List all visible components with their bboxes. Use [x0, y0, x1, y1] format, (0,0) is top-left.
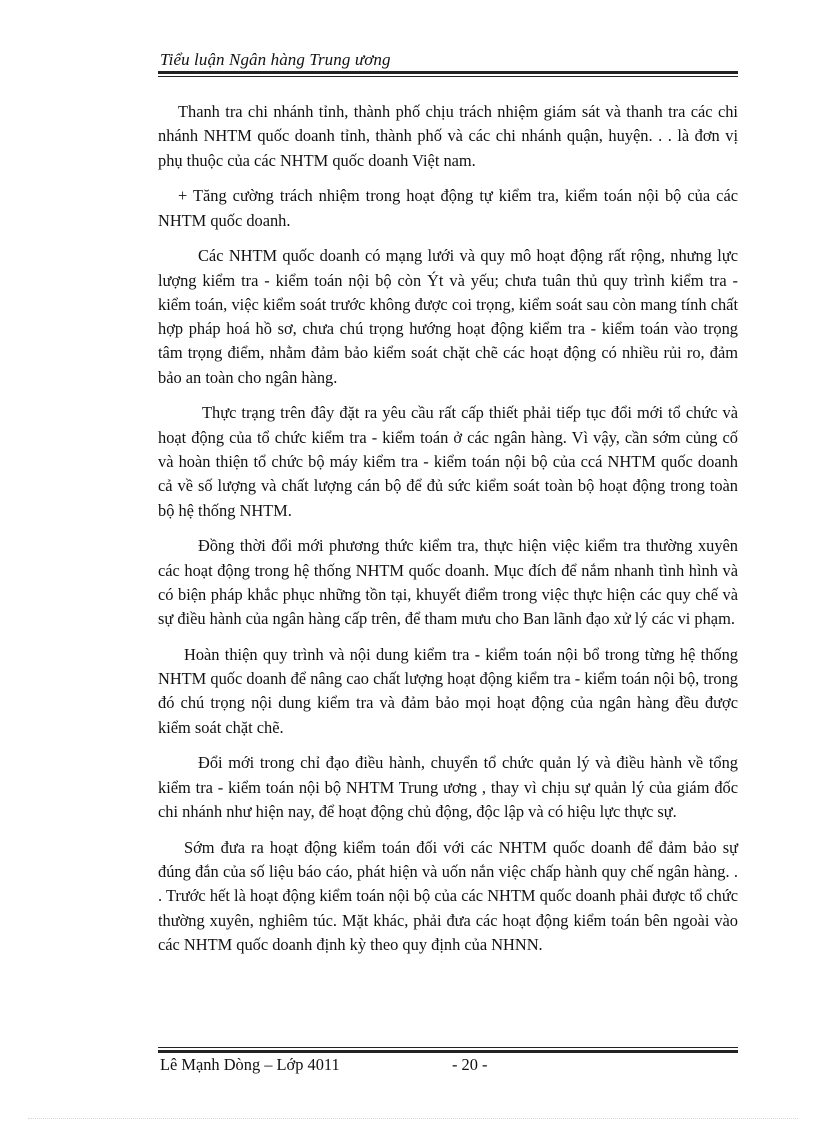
document-title: Tiểu luận Ngân hàng Trung ương: [160, 50, 391, 69]
paragraph-5: Đồng thời đổi mới phương thức kiểm tra, thực hiện việc kiểm tra thường xuyên các hoạt động trong hệ thống NHTM quốc doanh. Mục đích để nắm nhanh tình hình và có biện pháp khắc phục những tồn tại, khuyết điểm trong việc thực hiện các quy chế và sự điều hành của ngân hàng cấp trên, để tham mưu cho Ban lãnh đạo xử lý các vi phạm.: [158, 536, 738, 629]
paragraph-1: Thanh tra chi nhánh tỉnh, thành phố chịu trách nhiệm giám sát và thanh tra các chi nhánh NHTM quốc doanh tỉnh, thành phố và các chi nhánh quận, huyện. . . là đơn vị phụ thuộc của các NHTM quốc doanh Việt nam.: [158, 102, 738, 170]
footer-author: Lê Mạnh Dòng – Lớp 4011: [160, 1055, 340, 1074]
paragraph-6: Hoàn thiện quy trình và nội dung kiểm tra - kiểm toán nội bổ trong từng hệ thống NHTM quốc doanh để nâng cao chất lượng hoạt động kiểm tra - kiểm toán nội bộ, trong đó chú trọng nội dung kiểm tra và đảm bảo mọi hoạt động của ngân hàng đều được kiểm soát chặt chẽ.: [158, 644, 738, 737]
paragraph-3: Các NHTM quốc doanh có mạng lưới và quy mô hoạt động rất rộng, nhưng lực lượng kiểm tra - kiểm toán nội bộ còn Ýt và yếu; chưa tuân thủ quy trình kiểm tra - kiểm toán, việc kiểm soát trước không được coi trọng, kiểm soát sau còn mang tính chất hợp pháp hoá hồ sơ, chưa chú trọng hướng hoạt động kiểm tra - kiểm toán vào trọng tâm trọng điểm, nhằm đảm bảo kiểm soát chặt chẽ các hoạt động có nhiều rủi ro, đảm bảo an toàn cho ngân hàng.: [158, 246, 738, 387]
header-rule-thin: [158, 76, 738, 77]
header-rule-thick: [158, 71, 738, 74]
document-body: [158, 100, 738, 969]
page-bottom-dotted-line: [28, 1118, 798, 1119]
paragraph-4: Thực trạng trên đây đặt ra yêu cầu rất cấp thiết phải tiếp tục đổi mới tổ chức và hoạt động của tổ chức kiểm tra - kiểm toán ở các ngân hàng. Vì vậy, cần sớm củng cố và hoàn thiện tổ chức bộ máy kiểm tra - kiểm toán nội bộ của ccá NHTM quốc doanh cả về số lượng và chất lượng cán bộ để đủ sức kiểm soát toàn bộ hoạt động trong toàn bộ hệ thống NHTM.: [158, 403, 738, 520]
footer-rule-thick: [158, 1050, 738, 1053]
paragraph-8: Sớm đưa ra hoạt động kiểm toán đối với các NHTM quốc doanh để đảm bảo sự đúng đắn của số liệu báo cáo, phát hiện và uốn nắn việc chấp hành quy chế ngân hàng. . . Trước hết là hoạt động kiểm toán nội bộ của các NHTM quốc doanh phải được tổ chức thường xuyên, nghiêm túc. Mặt khác, phải đưa các hoạt động kiểm toán bên ngoài vào các NHTM quốc doanh định kỳ theo quy định của NHNN.: [158, 837, 738, 954]
paragraph-7: Đổi mới trong chỉ đạo điều hành, chuyển tổ chức quản lý và điều hành về tổng kiểm tra - kiểm toán nội bộ NHTM Trung ương , thay vì chịu sự quản lý của giám đốc chi nhánh như hiện nay, để hoạt động chủ động, độc lập và có hiệu lực thực sự.: [158, 753, 738, 822]
page-number: - 20 -: [452, 1055, 488, 1074]
paragraph-2: + Tăng cường trách nhiệm trong hoạt động tự kiểm tra, kiểm toán nội bộ của các NHTM quốc doanh.: [158, 186, 738, 230]
footer-rule-thin: [158, 1047, 738, 1048]
